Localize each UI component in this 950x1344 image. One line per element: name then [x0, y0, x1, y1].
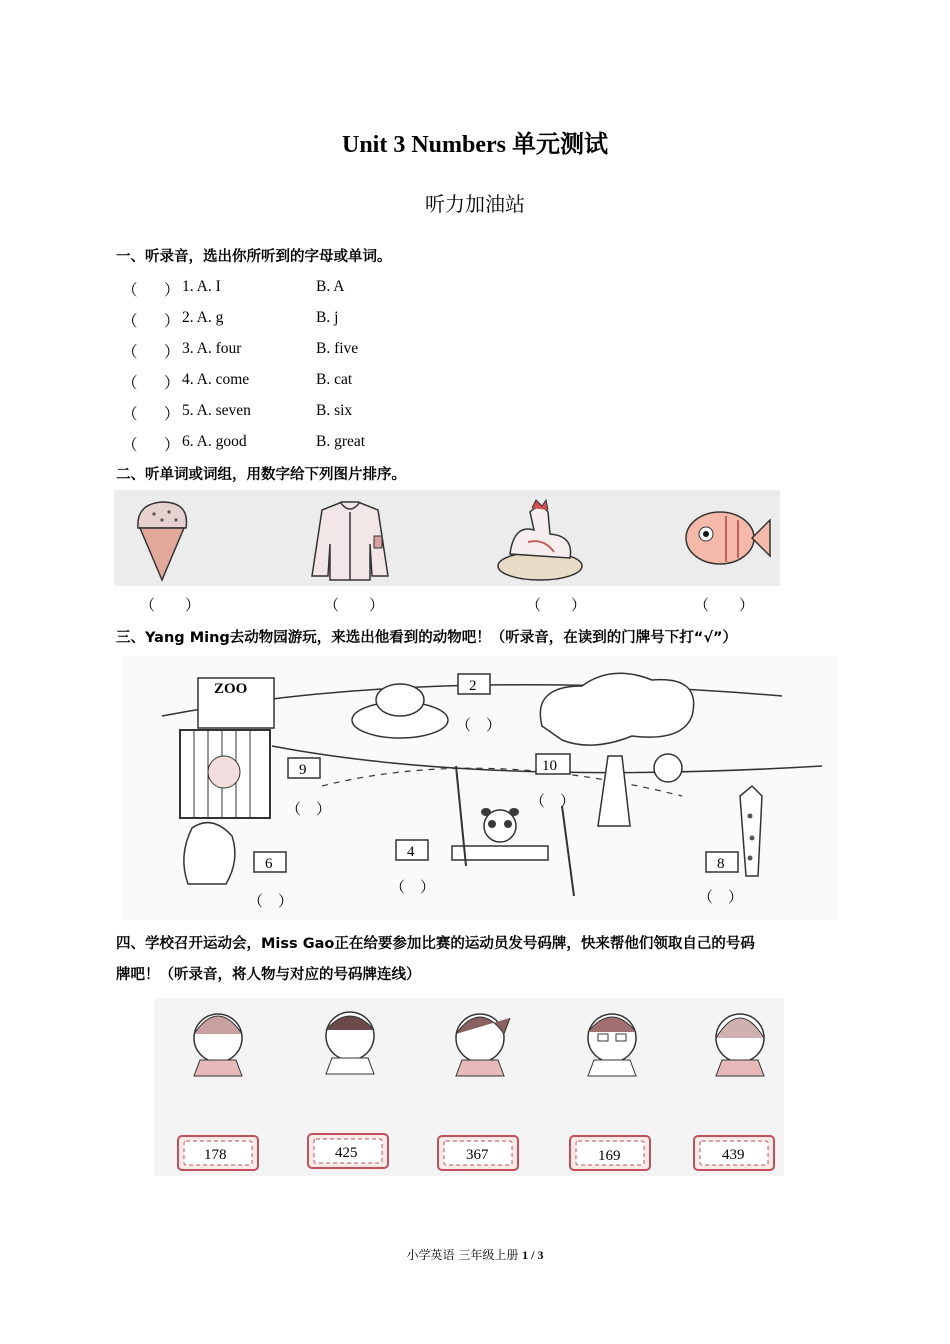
answer-blank-open[interactable]: （ [122, 375, 138, 392]
answer-blank-open[interactable]: （ [122, 344, 138, 361]
answer-blank-close: ） [164, 313, 180, 330]
option-a: A. four [196, 340, 242, 357]
check-blank[interactable]: （ ） [248, 894, 294, 910]
zoo-sign: ZOO [214, 681, 248, 697]
check-blank[interactable]: （ ） [456, 718, 502, 734]
check-blank[interactable]: （ ） [390, 880, 436, 896]
option-b: B. j [316, 309, 339, 326]
ice-cream-picture [138, 502, 187, 580]
option-b: B. five [316, 340, 359, 357]
sign-4 [396, 840, 428, 860]
question-number: 5. [182, 402, 194, 419]
svg-text:425: 425 [335, 1145, 358, 1161]
section4-heading-line2: 牌吧！（听录音，将人物与对应的号码牌连线） [116, 967, 421, 983]
athlete-face-1 [194, 1014, 242, 1076]
svg-text:10: 10 [542, 758, 557, 774]
svg-text:9: 9 [299, 762, 307, 778]
footer-text: 小学英语 三年级上册 [406, 1248, 523, 1262]
sign-8 [706, 852, 738, 872]
page-title: Unit 3 Numbers 单元测试 [341, 132, 608, 158]
option-a: A. good [196, 433, 247, 450]
athlete-matching [154, 998, 784, 1176]
sign-10 [536, 754, 570, 774]
question-number: 1. [182, 278, 194, 295]
fish-picture [686, 512, 770, 564]
svg-text:6: 6 [265, 856, 273, 872]
picture-strip [114, 490, 780, 586]
option-a: A. come [196, 371, 250, 388]
number-badge-367[interactable] [438, 1136, 518, 1170]
svg-text:178: 178 [204, 1147, 227, 1163]
section-subtitle: 听力加油站 [425, 192, 525, 216]
athlete-face-3 [456, 1014, 510, 1076]
option-b: B. A [316, 278, 345, 295]
answer-blank-close: ） [164, 282, 180, 299]
check-blank[interactable]: （ ） [530, 794, 576, 810]
check-blank[interactable]: （ ） [286, 802, 332, 818]
svg-text:4: 4 [407, 844, 415, 860]
answer-blank-close: ） [164, 375, 180, 392]
picture-order-blank[interactable]: （ ） [526, 598, 587, 614]
athlete-face-5 [716, 1014, 764, 1076]
athlete-face-2 [326, 1012, 374, 1074]
question-number: 2. [182, 309, 194, 326]
svg-text:8: 8 [717, 856, 725, 872]
question-number: 4. [182, 371, 194, 388]
svg-text:2: 2 [469, 678, 477, 694]
number-badge-439[interactable] [694, 1136, 774, 1170]
section1-heading: 一、听录音，选出你所听到的字母或单词。 [116, 249, 392, 265]
section3-heading: 三、Yang Ming去动物园游玩，来选出他看到的动物吧！（听录音，在读到的门牌号下打“√”） [116, 630, 738, 646]
number-badge-169[interactable] [570, 1136, 650, 1170]
answer-blank-close: ） [164, 344, 180, 361]
option-b: B. cat [316, 371, 353, 388]
section4-heading-line1: 四、学校召开运动会，Miss Gao正在给要参加比赛的运动员发号码牌，快来帮他们领取自己的号码 [116, 936, 755, 952]
page-number: 1 / 3 [522, 1248, 544, 1262]
check-blank[interactable]: （ ） [698, 890, 744, 906]
svg-text:439: 439 [722, 1147, 745, 1163]
number-badge-178[interactable] [178, 1136, 258, 1170]
svg-text:367: 367 [466, 1147, 489, 1163]
athlete-face-4 [588, 1014, 636, 1076]
svg-text:169: 169 [598, 1148, 621, 1164]
picture-order-blank[interactable]: （ ） [694, 598, 755, 614]
picture-order-blank[interactable]: （ ） [140, 598, 201, 614]
answer-blank-close: ） [164, 406, 180, 423]
sign-6 [254, 852, 286, 872]
option-a: A. I [196, 278, 221, 295]
hen-picture [498, 500, 582, 580]
option-a: A. seven [196, 402, 251, 419]
answer-blank-open[interactable]: （ [122, 313, 138, 330]
page-footer [0, 1246, 950, 1263]
picture-order-blank[interactable]: （ ） [324, 598, 385, 614]
option-b: B. six [316, 402, 353, 419]
question-number: 3. [182, 340, 194, 357]
answer-blank-close: ） [164, 437, 180, 454]
sign-9 [288, 758, 320, 778]
zoo-illustration [122, 656, 838, 920]
answer-blank-open[interactable]: （ [122, 406, 138, 423]
answer-blank-open[interactable]: （ [122, 282, 138, 299]
option-b: B. great [316, 433, 366, 450]
answer-blank-open[interactable]: （ [122, 437, 138, 454]
question-number: 6. [182, 433, 194, 450]
jacket-picture [312, 502, 388, 580]
section2-heading: 二、听单词或词组，用数字给下列图片排序。 [116, 467, 406, 483]
sign-2 [458, 674, 490, 694]
option-a: A. g [196, 309, 224, 326]
number-badge-425[interactable] [308, 1134, 388, 1168]
